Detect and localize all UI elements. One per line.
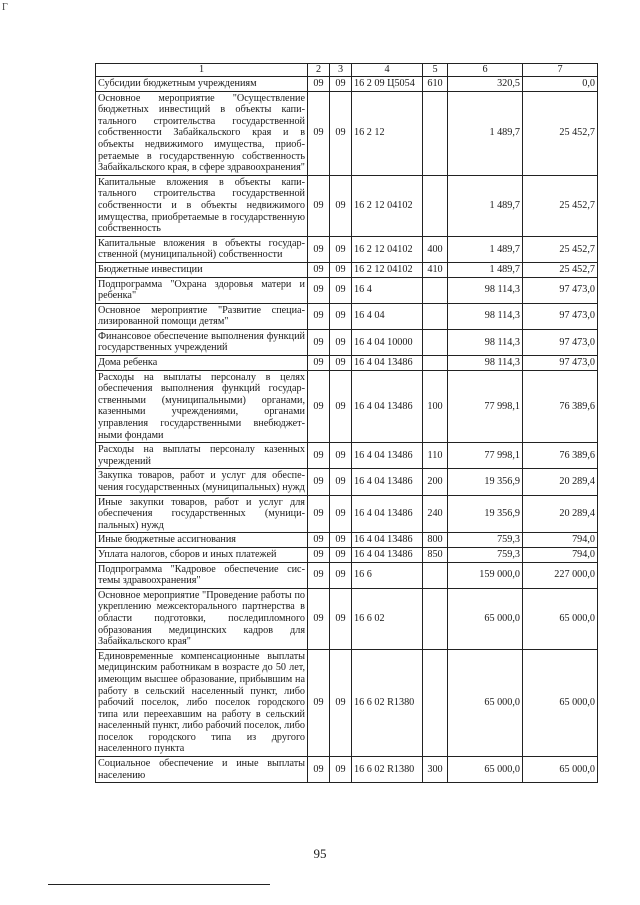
row-expense-type: 400 <box>423 236 448 262</box>
row-target-code: 16 6 <box>352 562 423 588</box>
table-row <box>96 236 598 262</box>
table-row <box>96 175 598 236</box>
table-row <box>96 329 598 355</box>
table-row <box>96 443 598 469</box>
row-amount-col6: 77 998,1 <box>448 370 523 443</box>
row-subsection: 09 <box>330 547 352 562</box>
row-expense-type: 850 <box>423 547 448 562</box>
row-section: 09 <box>308 236 330 262</box>
row-subsection: 09 <box>330 77 352 92</box>
row-name: Уплата налогов, сборов и иных платежей <box>96 547 308 562</box>
row-amount-col6: 98 114,3 <box>448 277 523 303</box>
row-amount-col7: 227 000,0 <box>523 562 598 588</box>
table-row <box>96 77 598 92</box>
row-subsection: 09 <box>330 469 352 495</box>
table-row <box>96 588 598 649</box>
corner-mark: Г <box>2 2 8 13</box>
page-number: 95 <box>313 846 327 861</box>
header-row <box>96 64 598 77</box>
row-name: Единовременные компенсационные выплаты медицинским работникам в возрасте до 50 лет, имеющим высшее образование, прибывшим на работу в сельский населенный пункт, либо рабочий поселок, либо поселок городского типа или переехавшим на работу в сельский населенный пункт, либо рабочий поселок, либо поселок городского типа из другого населенного пункта <box>96 649 308 756</box>
row-subsection: 09 <box>330 236 352 262</box>
row-amount-col7: 97 473,0 <box>523 303 598 329</box>
row-target-code: 16 4 04 13486 <box>352 533 423 548</box>
row-subsection: 09 <box>330 303 352 329</box>
row-section: 09 <box>308 91 330 175</box>
row-target-code: 16 2 12 04102 <box>352 175 423 236</box>
table-row <box>96 91 598 175</box>
row-name: Подпрограмма "Кадровое обеспечение системы здравоохранения" <box>96 562 308 588</box>
row-expense-type: 800 <box>423 533 448 548</box>
row-amount-col6: 98 114,3 <box>448 303 523 329</box>
row-amount-col7: 25 452,7 <box>523 91 598 175</box>
row-section: 09 <box>308 370 330 443</box>
column-header-5: 5 <box>423 64 448 77</box>
row-expense-type: 410 <box>423 262 448 277</box>
row-amount-col6: 19 356,9 <box>448 469 523 495</box>
row-expense-type <box>423 588 448 649</box>
row-amount-col7: 20 289,4 <box>523 495 598 533</box>
row-expense-type <box>423 649 448 756</box>
row-amount-col7: 97 473,0 <box>523 329 598 355</box>
row-subsection: 09 <box>330 649 352 756</box>
row-section: 09 <box>308 495 330 533</box>
row-amount-col7: 65 000,0 <box>523 757 598 783</box>
budget-table <box>95 63 598 783</box>
row-amount-col7: 794,0 <box>523 547 598 562</box>
row-subsection: 09 <box>330 277 352 303</box>
table-row <box>96 469 598 495</box>
row-name: Подпрограмма "Охрана здоровья матери и ребенка" <box>96 277 308 303</box>
row-expense-type: 200 <box>423 469 448 495</box>
row-subsection: 09 <box>330 443 352 469</box>
row-target-code: 16 6 02 R1380 <box>352 757 423 783</box>
row-name: Капитальные вложения в объекты государственной (муниципальной) собственности <box>96 236 308 262</box>
row-section: 09 <box>308 547 330 562</box>
row-name: Субсидии бюджетным учреждениям <box>96 77 308 92</box>
row-target-code: 16 6 02 <box>352 588 423 649</box>
row-amount-col6: 1 489,7 <box>448 91 523 175</box>
row-amount-col6: 98 114,3 <box>448 329 523 355</box>
row-name: Дома ребенка <box>96 356 308 371</box>
row-subsection: 09 <box>330 757 352 783</box>
row-expense-type: 300 <box>423 757 448 783</box>
row-name: Основное мероприятие "Осуществление бюджетных инвестиций в объекты капитального строительства государственной собственности Забайкальского края и в объекты недвижимого имущества, приобретаемые в государственную собственность Забайкальского края, в сфере здравоохранения" <box>96 91 308 175</box>
row-expense-type: 610 <box>423 77 448 92</box>
row-expense-type: 100 <box>423 370 448 443</box>
table-row <box>96 356 598 371</box>
row-target-code: 16 2 12 04102 <box>352 262 423 277</box>
row-target-code: 16 6 02 R1380 <box>352 649 423 756</box>
row-section: 09 <box>308 262 330 277</box>
row-amount-col7: 65 000,0 <box>523 588 598 649</box>
column-header-7: 7 <box>523 64 598 77</box>
row-amount-col6: 1 489,7 <box>448 236 523 262</box>
row-amount-col6: 19 356,9 <box>448 495 523 533</box>
row-amount-col6: 65 000,0 <box>448 757 523 783</box>
row-section: 09 <box>308 562 330 588</box>
row-subsection: 09 <box>330 91 352 175</box>
row-target-code: 16 4 04 13486 <box>352 370 423 443</box>
row-section: 09 <box>308 757 330 783</box>
row-target-code: 16 4 04 10000 <box>352 329 423 355</box>
table-row <box>96 495 598 533</box>
row-name: Социальное обеспечение и иные выплаты населению <box>96 757 308 783</box>
row-amount-col6: 1 489,7 <box>448 175 523 236</box>
row-expense-type: 110 <box>423 443 448 469</box>
row-section: 09 <box>308 649 330 756</box>
row-subsection: 09 <box>330 495 352 533</box>
row-name: Расходы на выплаты персоналу в целях обеспечения выполнения функций государственными (муниципальными) органами, казенными учреждениями, органами управления государственными внебюджетными фондами <box>96 370 308 443</box>
row-expense-type <box>423 303 448 329</box>
row-name: Основное мероприятие "Развитие специализированной помощи детям" <box>96 303 308 329</box>
table-row <box>96 649 598 756</box>
row-amount-col7: 65 000,0 <box>523 649 598 756</box>
row-subsection: 09 <box>330 262 352 277</box>
row-target-code: 16 4 04 13486 <box>352 356 423 371</box>
row-name: Бюджетные инвестиции <box>96 262 308 277</box>
row-amount-col7: 97 473,0 <box>523 356 598 371</box>
row-amount-col6: 320,5 <box>448 77 523 92</box>
column-header-2: 2 <box>308 64 330 77</box>
row-section: 09 <box>308 443 330 469</box>
column-header-1: 1 <box>96 64 308 77</box>
table-row <box>96 262 598 277</box>
row-amount-col6: 65 000,0 <box>448 649 523 756</box>
row-expense-type <box>423 175 448 236</box>
row-subsection: 09 <box>330 370 352 443</box>
row-amount-col7: 0,0 <box>523 77 598 92</box>
row-section: 09 <box>308 469 330 495</box>
row-amount-col7: 25 452,7 <box>523 236 598 262</box>
row-target-code: 16 4 04 13486 <box>352 443 423 469</box>
row-target-code: 16 2 12 <box>352 91 423 175</box>
row-subsection: 09 <box>330 356 352 371</box>
row-target-code: 16 4 04 13486 <box>352 469 423 495</box>
row-amount-col6: 759,3 <box>448 533 523 548</box>
row-subsection: 09 <box>330 533 352 548</box>
row-subsection: 09 <box>330 175 352 236</box>
row-subsection: 09 <box>330 329 352 355</box>
row-expense-type <box>423 91 448 175</box>
row-name: Расходы на выплаты персоналу казенных учреждений <box>96 443 308 469</box>
table-row <box>96 370 598 443</box>
row-section: 09 <box>308 175 330 236</box>
row-expense-type <box>423 356 448 371</box>
row-target-code: 16 4 04 13486 <box>352 495 423 533</box>
row-section: 09 <box>308 533 330 548</box>
row-target-code: 16 2 12 04102 <box>352 236 423 262</box>
row-subsection: 09 <box>330 588 352 649</box>
table-row <box>96 547 598 562</box>
row-amount-col6: 1 489,7 <box>448 262 523 277</box>
table-row <box>96 277 598 303</box>
row-amount-col6: 159 000,0 <box>448 562 523 588</box>
row-amount-col7: 97 473,0 <box>523 277 598 303</box>
row-section: 09 <box>308 277 330 303</box>
row-section: 09 <box>308 303 330 329</box>
table-row <box>96 562 598 588</box>
row-name: Иные бюджетные ассигнования <box>96 533 308 548</box>
row-section: 09 <box>308 356 330 371</box>
row-section: 09 <box>308 588 330 649</box>
column-header-6: 6 <box>448 64 523 77</box>
row-name: Закупка товаров, работ и услуг для обеспечения государственных (муниципальных) нужд <box>96 469 308 495</box>
row-name: Основное мероприятие "Проведение работы по укреплению межсекторального партнерства в области подготовки, последипломного образования медицинских кадров для Забайкальского края" <box>96 588 308 649</box>
row-subsection: 09 <box>330 562 352 588</box>
row-amount-col7: 25 452,7 <box>523 175 598 236</box>
row-section: 09 <box>308 329 330 355</box>
row-expense-type <box>423 562 448 588</box>
row-amount-col7: 794,0 <box>523 533 598 548</box>
column-header-4: 4 <box>352 64 423 77</box>
row-name: Иные закупки товаров, работ и услуг для обеспечения государственных (муниципальных) нужд <box>96 495 308 533</box>
row-expense-type <box>423 329 448 355</box>
row-name: Капитальные вложения в объекты капитального строительства государственной собственности и в объекты недвижимого имущества, приобретаемые в государственную собственность <box>96 175 308 236</box>
table-row <box>96 757 598 783</box>
row-target-code: 16 4 04 <box>352 303 423 329</box>
row-amount-col7: 25 452,7 <box>523 262 598 277</box>
row-amount-col6: 98 114,3 <box>448 356 523 371</box>
row-target-code: 16 2 09 Ц5054 <box>352 77 423 92</box>
footnote-divider <box>48 884 270 885</box>
row-amount-col6: 65 000,0 <box>448 588 523 649</box>
row-amount-col7: 76 389,6 <box>523 443 598 469</box>
row-target-code: 16 4 <box>352 277 423 303</box>
row-amount-col6: 759,3 <box>448 547 523 562</box>
table-row <box>96 303 598 329</box>
row-expense-type <box>423 277 448 303</box>
column-header-3: 3 <box>330 64 352 77</box>
row-section: 09 <box>308 77 330 92</box>
row-target-code: 16 4 04 13486 <box>352 547 423 562</box>
row-amount-col7: 20 289,4 <box>523 469 598 495</box>
table-row <box>96 533 598 548</box>
row-amount-col7: 76 389,6 <box>523 370 598 443</box>
row-name: Финансовое обеспечение выполнения функций государственных учреждений <box>96 329 308 355</box>
row-amount-col6: 77 998,1 <box>448 443 523 469</box>
row-expense-type: 240 <box>423 495 448 533</box>
